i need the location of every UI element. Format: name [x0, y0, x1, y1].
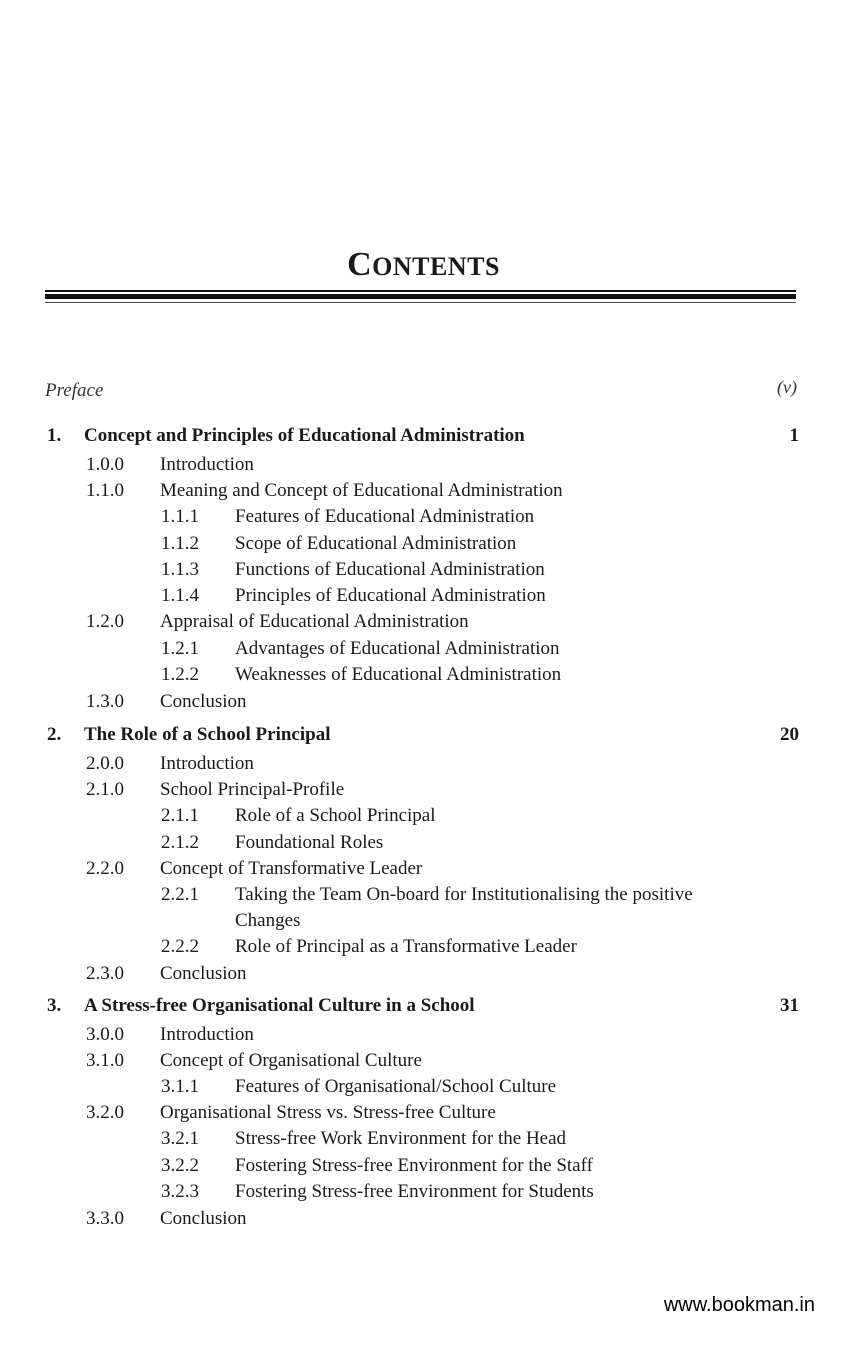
- entry-text: Advantages of Educational Administration: [235, 638, 560, 659]
- entry-number: 1.1.2: [161, 533, 199, 554]
- entry-text: Conclusion: [160, 691, 247, 712]
- entry-text: Appraisal of Educational Administration: [160, 611, 469, 632]
- entry-text: Conclusion: [160, 1208, 247, 1229]
- entry-text: Foundational Roles: [235, 832, 384, 853]
- entry-number: 1.1.0: [86, 480, 124, 501]
- entry-text: Role of a School Principal: [235, 805, 436, 826]
- entry-text: Concept of Transformative Leader: [160, 858, 423, 879]
- title-rule-thin-top: [45, 290, 796, 292]
- entry-text: Meaning and Concept of Educational Administration: [160, 480, 563, 501]
- preface-label[interactable]: Preface: [45, 380, 104, 401]
- entry-text: Scope of Educational Administration: [235, 533, 517, 554]
- entry-text: Role of Principal as a Transformative Leader: [235, 936, 577, 957]
- entry-number: 3.0.0: [86, 1024, 124, 1045]
- entry-text: Fostering Stress-free Environment for Students: [235, 1181, 594, 1202]
- page-title-rest: ONTENTS: [372, 252, 500, 281]
- entry-number: 2.2.0: [86, 858, 124, 879]
- entry-text: Stress-free Work Environment for the Head: [235, 1128, 567, 1149]
- entry-number: 3.1.0: [86, 1050, 124, 1071]
- chapter-number: 2.: [47, 724, 62, 745]
- entry-number: 2.1.1: [161, 805, 199, 826]
- entry-number: 1.2.1: [161, 638, 199, 659]
- entry-number: 2.1.2: [161, 832, 199, 853]
- entry-text: School Principal-Profile: [160, 779, 345, 800]
- chapter-title: Concept and Principles of Educational Administration: [84, 425, 525, 446]
- entry-number: 3.2.0: [86, 1102, 124, 1123]
- entry-number: 3.2.2: [161, 1155, 199, 1176]
- entry-number: 1.1.1: [161, 506, 199, 527]
- entry-number: 3.3.0: [86, 1208, 124, 1229]
- page-title-initial: C: [347, 246, 373, 283]
- entry-number: 3.1.1: [161, 1076, 199, 1097]
- entry-number: 1.1.4: [161, 585, 199, 606]
- entry-text: Organisational Stress vs. Stress-free Culture: [160, 1102, 496, 1123]
- entry-number: 2.1.0: [86, 779, 124, 800]
- chapter-page-number: 31: [780, 995, 799, 1016]
- entry-number: 2.2.1: [161, 884, 199, 905]
- chapter-title: The Role of a School Principal: [84, 724, 331, 745]
- entry-number: 1.0.0: [86, 454, 124, 475]
- entry-number: 2.3.0: [86, 963, 124, 984]
- entry-number: 2.0.0: [86, 753, 124, 774]
- entry-text: Principles of Educational Administration: [235, 585, 546, 606]
- entry-text: Introduction: [160, 454, 254, 475]
- entry-text: Weaknesses of Educational Administration: [235, 664, 562, 685]
- entry-text: Taking the Team On-board for Institutionalising the positive: [235, 884, 693, 905]
- entry-number: 3.2.1: [161, 1128, 199, 1149]
- entry-text: Fostering Stress-free Environment for the Staff: [235, 1155, 593, 1176]
- entry-text: Concept of Organisational Culture: [160, 1050, 422, 1071]
- entry-number: 1.3.0: [86, 691, 124, 712]
- page-title: [0, 246, 847, 284]
- entry-text: Changes: [235, 910, 301, 931]
- chapter-page-number: 1: [789, 425, 799, 446]
- entry-text: Features of Organisational/School Culture: [235, 1076, 557, 1097]
- preface-page: (v): [777, 377, 797, 397]
- entry-text: Functions of Educational Administration: [235, 559, 545, 580]
- entry-number: 1.1.3: [161, 559, 199, 580]
- entry-text: Conclusion: [160, 963, 247, 984]
- chapter-number: 1.: [47, 425, 62, 446]
- entry-number: 2.2.2: [161, 936, 199, 957]
- entry-text: Introduction: [160, 1024, 254, 1045]
- entry-text: Introduction: [160, 753, 254, 774]
- entry-number: 3.2.3: [161, 1181, 199, 1202]
- chapter-page-number: 20: [780, 724, 799, 745]
- entry-text: Features of Educational Administration: [235, 506, 535, 527]
- title-rule-thin-bottom: [45, 302, 796, 303]
- title-rule-thick: [45, 294, 796, 299]
- chapter-title: A Stress-free Organisational Culture in a School: [84, 995, 475, 1016]
- footer-url[interactable]: www.bookman.in: [663, 1294, 815, 1316]
- chapter-number: 3.: [47, 995, 62, 1016]
- entry-number: 1.2.0: [86, 611, 124, 632]
- entry-number: 1.2.2: [161, 664, 199, 685]
